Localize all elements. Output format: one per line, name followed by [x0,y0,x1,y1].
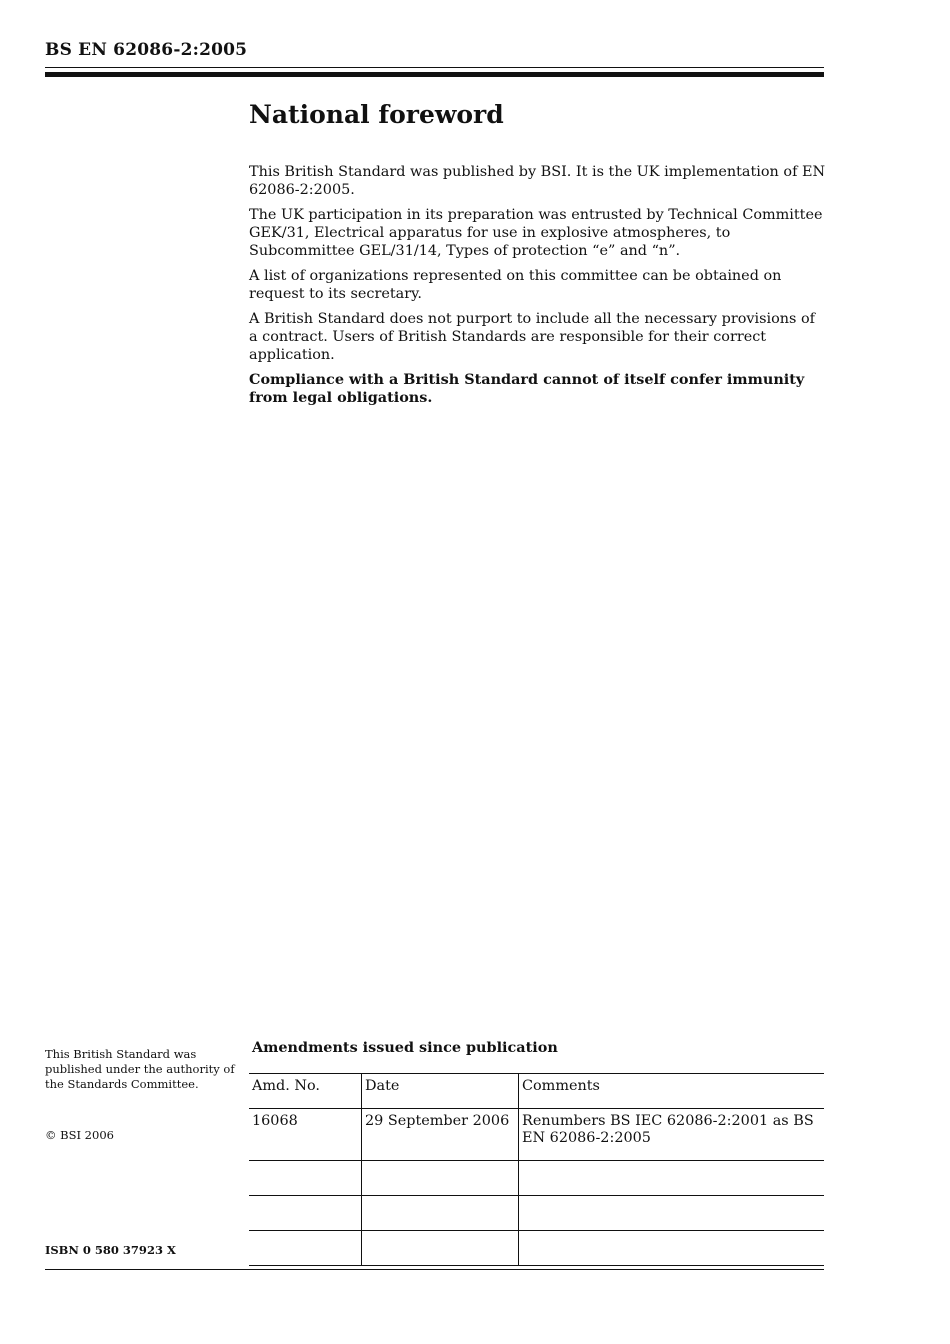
header-rule-thick [45,72,824,77]
copyright-notice: © BSI 2006 [45,1128,114,1142]
authority-note-text: This British Standard was published under the authority of the Standards Committee. [45,1047,235,1091]
table-cell-amd-no [249,1196,362,1231]
compliance-note: Compliance with a British Standard cannot of itself confer immunity from legal obligations. [249,371,805,406]
document-id: BS EN 62086-2:2005 [45,40,248,60]
table-cell-amd-no: 16068 [249,1109,362,1161]
column-header-comments: Comments [522,1078,600,1094]
table-cell-comments [519,1231,825,1266]
foreword-body [249,163,827,414]
paragraph-participation: The UK participation in its preparation was entrusted by Technical Committee GEK/31, Electrical apparatus for use in explosive atmospheres, to Subcommittee GEL/31/14, Types of protection “e” and “n”. [249,207,823,259]
table-cell-date [362,1231,519,1266]
isbn: ISBN 0 580 37923 X [45,1243,176,1257]
table-cell-date: 29 September 2006 [362,1109,519,1161]
column-header-date: Date [362,1074,519,1109]
table-row [249,1109,824,1161]
table-cell-amd-no [249,1161,362,1196]
table-row [249,1196,824,1231]
column-header-amd-no: Amd. No. [249,1074,362,1109]
table-header-row [249,1074,824,1109]
paragraph-publication: This British Standard was published by BSI. It is the UK implementation of EN 62086-2:2005. [249,164,826,198]
table-cell-comments [519,1161,825,1196]
table-cell-amd-no [249,1231,362,1266]
amendments-table [249,1073,824,1266]
page-title: National foreword [249,100,504,129]
table-cell-date [362,1196,519,1231]
table-row [249,1231,824,1266]
header-rule-thin [45,67,824,68]
paragraph-committee-list: A list of organizations represented on this committee can be obtained on request to its secretary. [249,268,782,302]
authority-note [45,1047,235,1092]
footer-rule [45,1269,824,1270]
table-row [249,1161,824,1196]
table-cell-date [362,1161,519,1196]
table-cell-comments: Renumbers BS IEC 62086-2:2001 as BS EN 62086-2:2005 [522,1113,814,1146]
table-cell-comments [519,1196,825,1231]
amendments-heading: Amendments issued since publication [252,1039,558,1056]
paragraph-provisions: A British Standard does not purport to include all the necessary provisions of a contract. Users of British Standards are responsible for their correct application. [249,311,815,363]
